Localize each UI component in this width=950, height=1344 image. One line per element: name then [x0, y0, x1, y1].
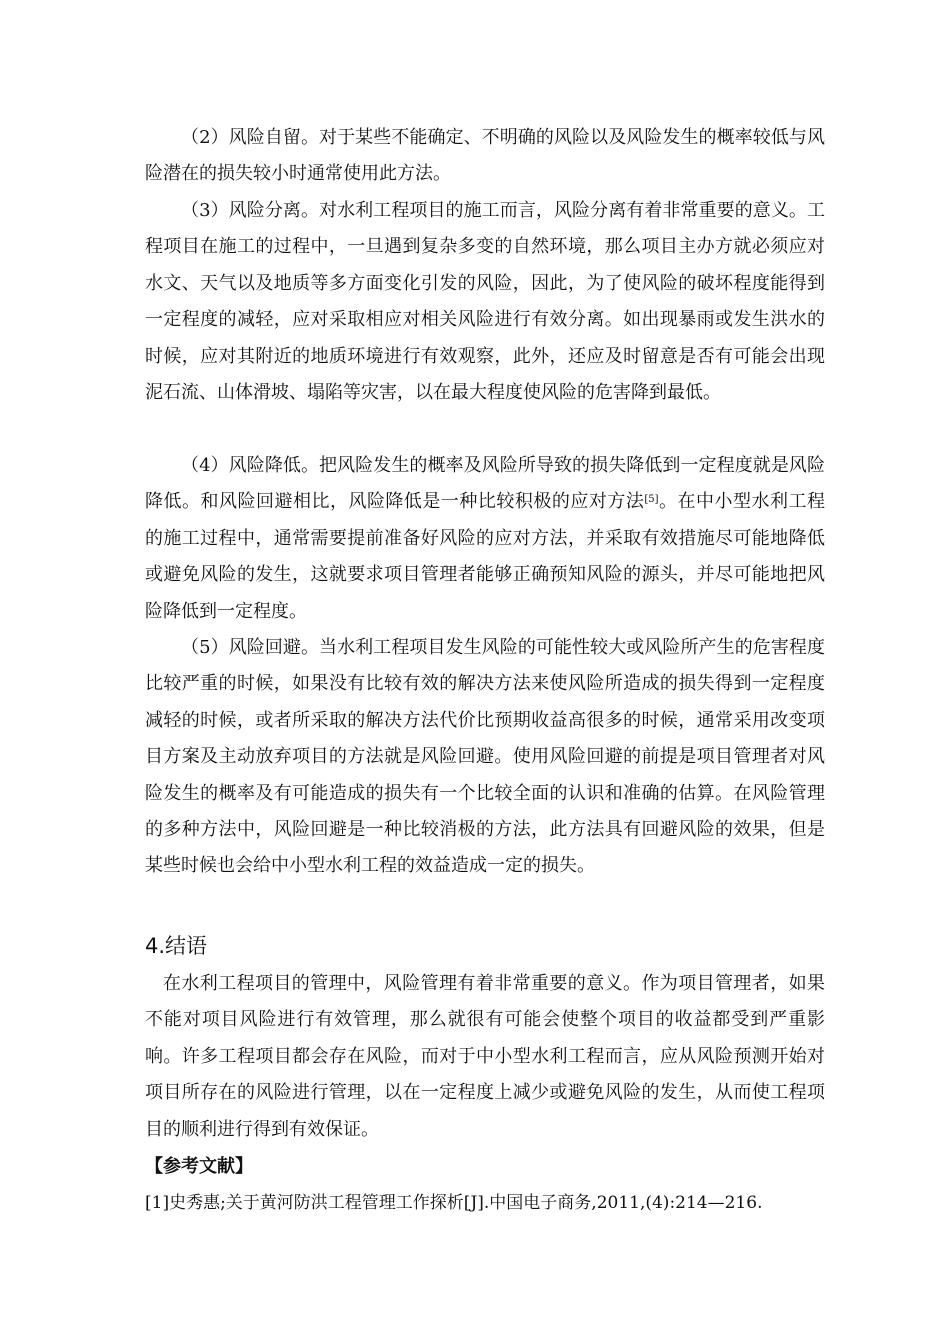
paragraph-risk-retention: （2）风险自留。对于某些不能确定、不明确的风险以及风险发生的概率较低与风险潜在的损失较小时通常使用此方法。	[145, 127, 825, 185]
paragraph-risk-avoidance: （5）风险回避。当水利工程项目发生风险的可能性较大或风险所产生的危害程度比较严重的时候，如果没有比较有效的解决方法来使风险所造成的损失得到一定程度减轻的时候，或者所采取的解决方法代价比预期收益高很多的时候，通常采用改变项目方案及主动放弃项目的方法就是风险回避。使用风险回避的前提是项目管理者对风险发生的概率及有可能造成的损失有一个比较全面的认识和准确的估算。在风险管理的多种方法中，风险回避是一种比较消极的方法，此方法具有回避风险的效果，但是某些时候也会给中小型水利工程的效益造成一定的损失。	[145, 637, 825, 877]
references-heading: 【参考文献】	[145, 1156, 253, 1177]
reference-item: [1]史秀惠;关于黄河防洪工程管理工作探析[J].中国电子商务,2011,(4):214—216.	[145, 1193, 763, 1213]
section-heading-conclusion	[145, 931, 207, 961]
citation-superscript: [5]	[644, 494, 659, 506]
risk-reduction-text-start: （4）风险降低。把风险发生的概率及风险所导致的损失降低到一定程度就是风险降低。和风险回避相比，风险降低是一种比较积极的应对方法	[145, 455, 825, 513]
paragraph-risk-reduction	[145, 448, 825, 630]
paragraph-risk-separation: （3）风险分离。对水利工程项目的施工而言，风险分离有着非常重要的意义。工程项目在施工的过程中，一旦遇到复杂多变的自然环境，那么项目主办方就必须应对水文、天气以及地质等多方面变化引发的风险，因此，为了使风险的破坏程度能得到一定程度的减轻，应对采取相应对相关风险进行有效分离。如出现暴雨或发生洪水的时候，应对其附近的地质环境进行有效观察，此外，还应及时留意是否有可能会出现泥石流、山体滑坡、塌陷等灾害，以在最大程度使风险的危害降到最低。	[145, 200, 825, 404]
risk-reduction-text-end: 。在中小型水利工程的施工过程中，通常需要提前准备好风险的应对方法，并采取有效措施尽可能地降低或避免风险的发生，这就要求项目管理者能够正确预知风险的源头，并尽可能地把风险降低到一定程度。	[145, 491, 826, 622]
section-title: 结语	[165, 934, 208, 958]
section-number: 4.	[145, 934, 166, 958]
paragraph-conclusion: 在水利工程项目的管理中，风险管理有着非常重要的意义。作为项目管理者，如果不能对项目风险进行有效管理，那么就很有可能会使整个项目的收益都受到严重影响。许多工程项目都会存在风险，而对于中小型水利工程而言，应从风险预测开始对项目所存在的风险进行管理，以在一定程度上减少或避免风险的发生，从而使工程项目的顺利进行得到有效保证。	[145, 973, 825, 1140]
